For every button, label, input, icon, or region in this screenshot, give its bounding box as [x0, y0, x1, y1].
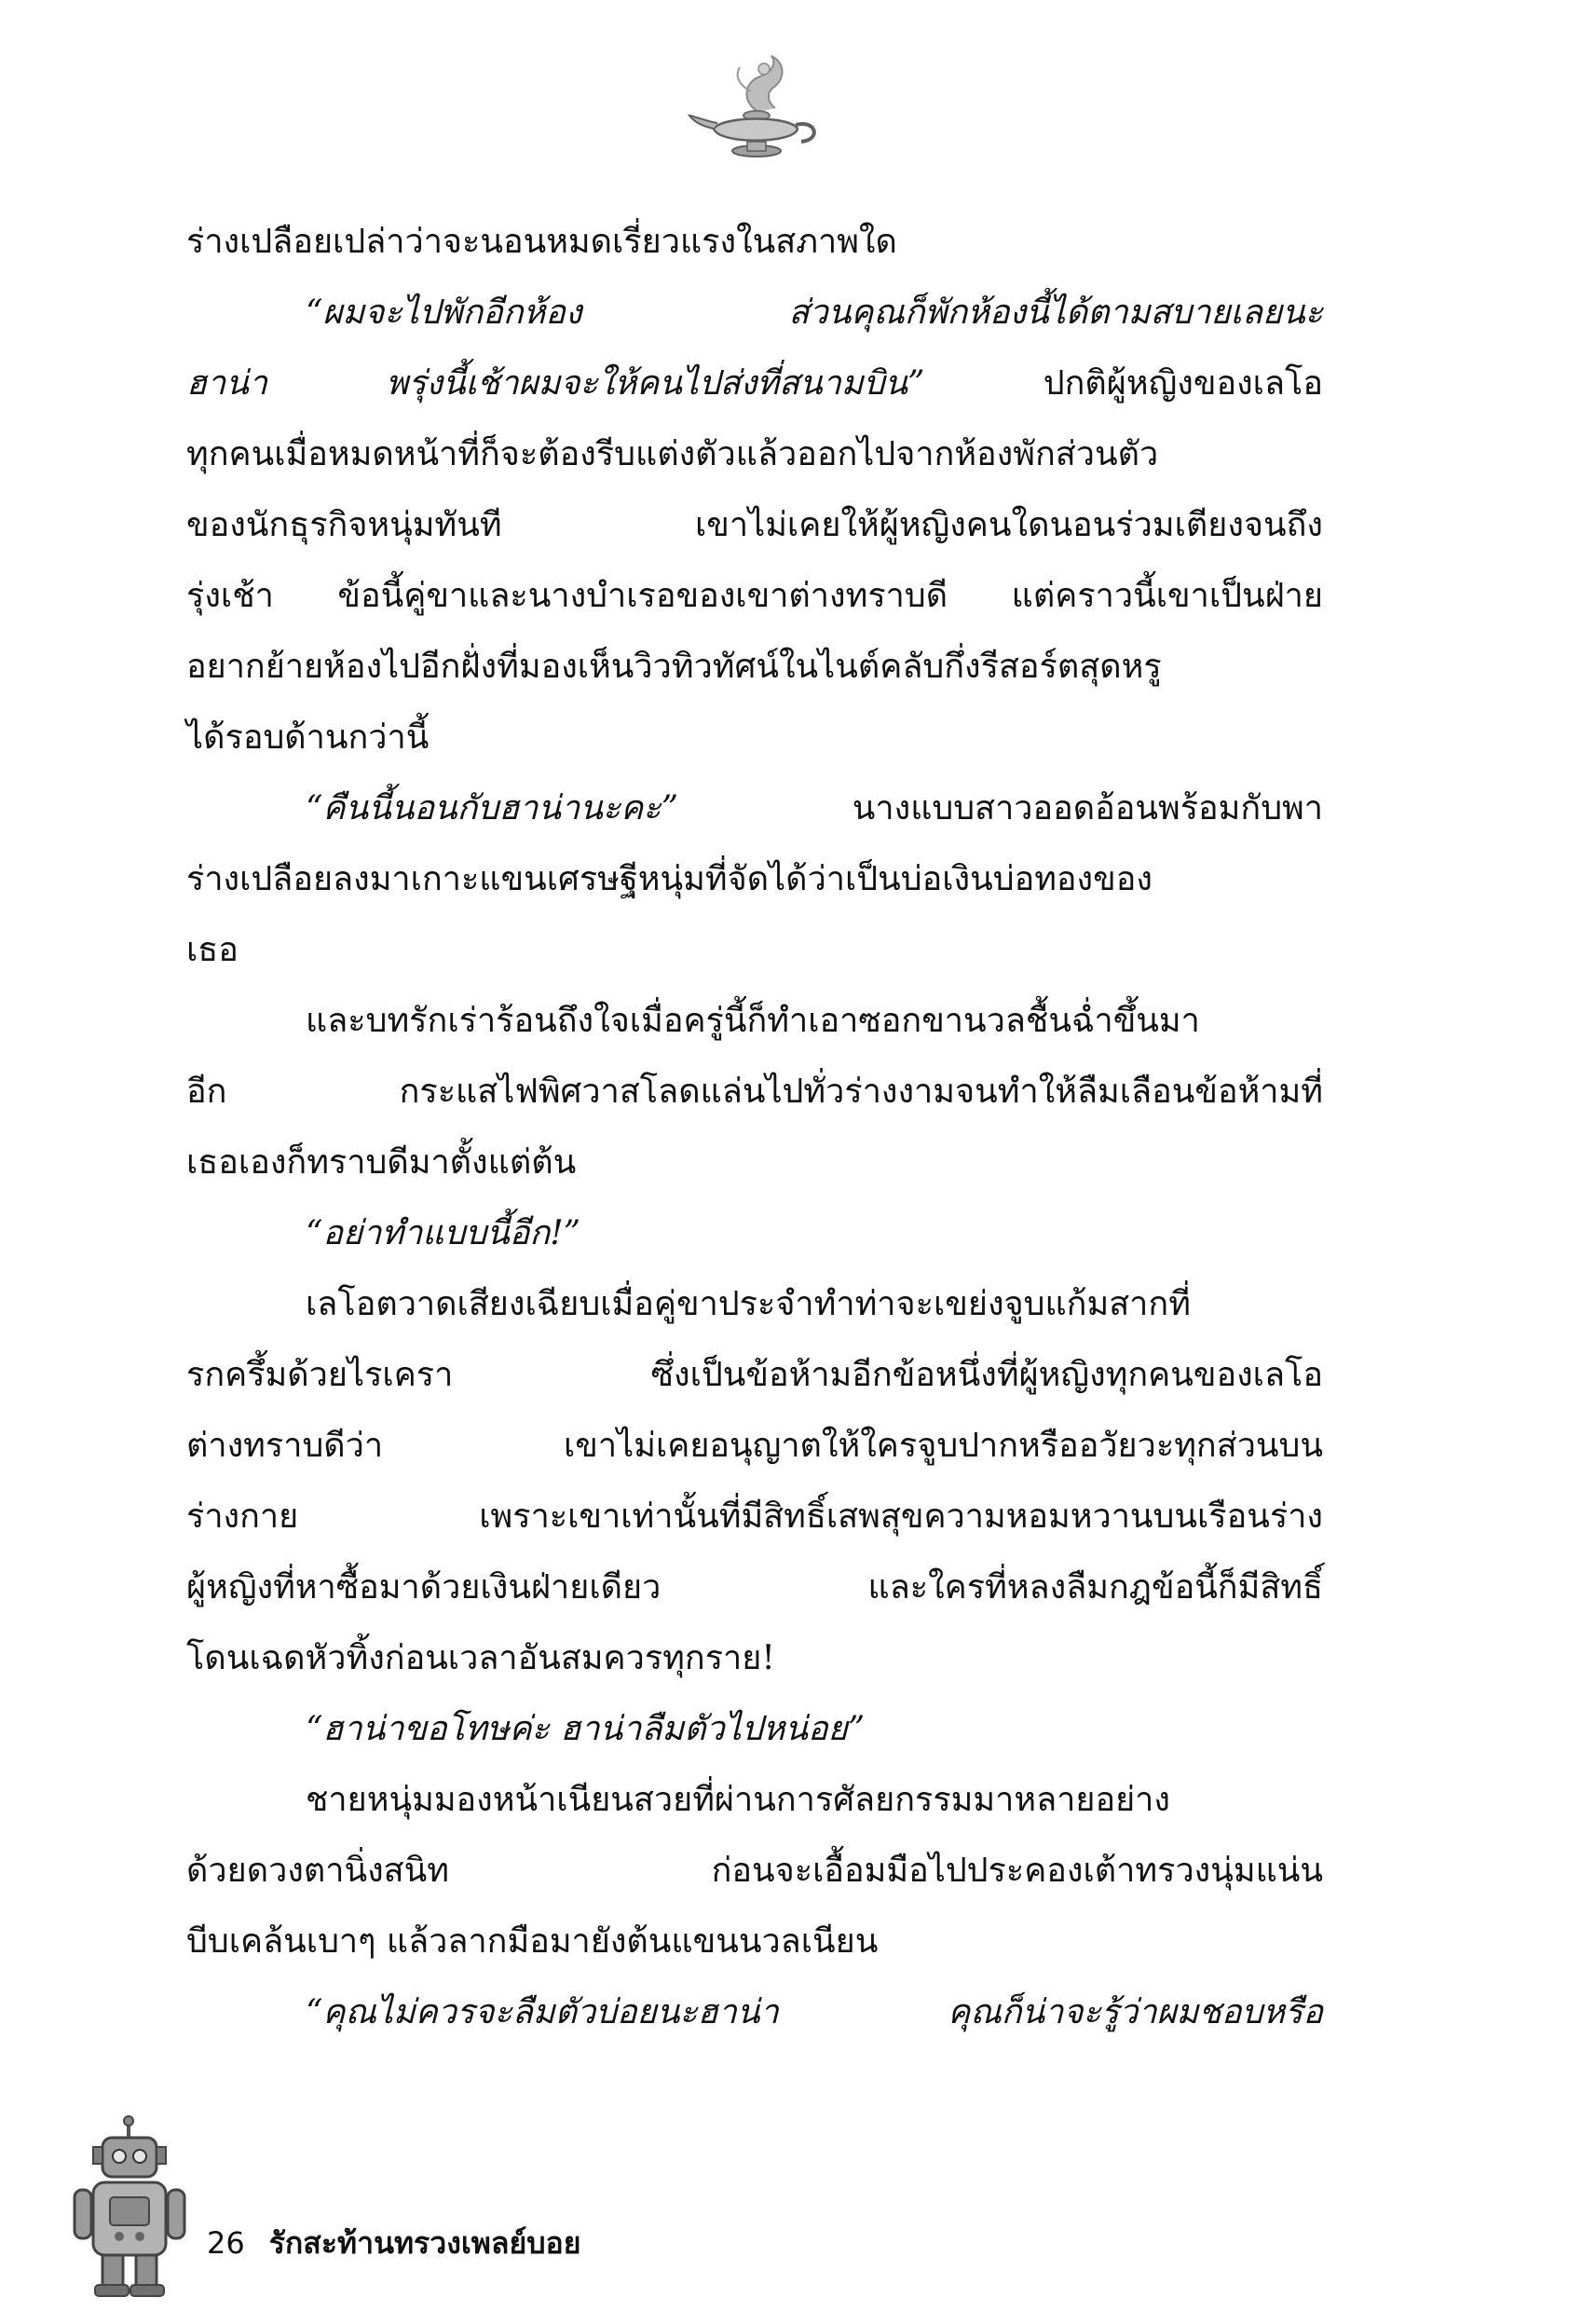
text-line: ทุกคนเมื่อหมดหน้าที่ก็จะต้องรีบแต่งตัวแล้วออกไปจากห้องพักส่วนตัว — [186, 435, 1159, 473]
text-line: รุ่งเช้า ข้อนี้คู่ขาและนางบำเรอของเขาต่างทราบดี แต่คราวนี้เขาเป็นฝ่าย — [186, 577, 1323, 615]
text-line: รกครึ้มด้วยไรเครา ซึ่งเป็นข้อห้ามอีกข้อหนึ่งที่ผู้หญิงทุกคนของเลโอ — [186, 1356, 1323, 1394]
text-line: ชายหนุ่มมองหน้าเนียนสวยที่ผ่านการศัลยกรรมมาหลายอย่าง — [306, 1781, 1170, 1819]
text-line: “คุณไม่ควรจะลืมตัวบ่อยนะฮาน่า คุณก็น่าจะรู้ว่าผมชอบหรือ — [306, 1993, 1323, 2031]
body-text — [186, 207, 1323, 2048]
text-line: ผู้หญิงที่หาซื้อมาด้วยเงินฝ่ายเดียว และใครที่หลงลืมกฎข้อนี้ก็มีสิทธิ์ — [186, 1568, 1323, 1607]
robot-icon — [69, 2115, 190, 2302]
text-line: โดนเฉดหัวทิ้งก่อนเวลาอันสมควรทุกราย! — [186, 1639, 775, 1677]
text-line: เธอ — [186, 931, 239, 969]
page-footer — [0, 2115, 1596, 2311]
text-line: “ฮาน่าขอโทษค่ะ ฮาน่าลืมตัวไปหน่อย” — [306, 1710, 866, 1748]
page-folio — [207, 2220, 580, 2267]
text-line: บีบเคล้นเบาๆ แล้วลากมือมายังต้นแขนนวลเนียน — [186, 1922, 879, 1961]
genie-lamp-icon — [686, 54, 825, 168]
text-line: ด้วยดวงตานิ่งสนิท ก่อนจะเอื้อมมือไปประคองเต้าทรวงนุ่มแน่น — [186, 1852, 1323, 1890]
text-line: ร่างเปลือยลงมาเกาะแขนเศรษฐีหนุ่มที่จัดได้ว่าเป็นบ่อเงินบ่อทองของ — [186, 860, 1153, 898]
page-number: 26 — [207, 2225, 245, 2261]
text-line: เลโอตวาดเสียงเฉียบเมื่อคู่ขาประจำทำท่าจะเขย่งจูบแก้มสากที่ — [306, 1285, 1191, 1323]
text-line: “อย่าทำแบบนี้อีก!” — [306, 1214, 581, 1252]
text-line: “คืนนี้นอนกับฮาน่านะคะ” นางแบบสาวออดอ้อนพร้อมกับพา — [306, 789, 1323, 827]
text-line: และบทรักเร่าร้อนถึงใจเมื่อครู่นี้ก็ทำเอาซอกขานวลชื้นฉ่ำขึ้นมา — [306, 1002, 1200, 1040]
text-line: ร่างกาย เพราะเขาเท่านั้นที่มีสิทธิ์เสพสุขความหอมหวานบนเรือนร่าง — [186, 1497, 1323, 1536]
text-line: “ผมจะไปพักอีกห้อง ส่วนคุณก็พักห้องนี้ได้ตามสบายเลยนะ — [306, 294, 1323, 332]
book-title: รักสะท้านทรวงเพลย์บอย — [268, 2225, 581, 2261]
text-line: อีก กระแสไฟพิศวาสโลดแล่นไปทั่วร่างงามจนทำให้ลืมเลือนข้อห้ามที่ — [186, 1073, 1323, 1111]
text-line: ของนักธุรกิจหนุ่มทันที เขาไม่เคยให้ผู้หญิงคนใดนอนร่วมเตียงจนถึง — [186, 506, 1323, 544]
text-line: อยากย้ายห้องไปอีกฝั่งที่มองเห็นวิวทิวทัศน์ในไนต์คลับกึ่งรีสอร์ตสุดหรู — [186, 648, 1162, 686]
text-line: ได้รอบด้านกว่านี้ — [186, 718, 430, 757]
text-line: ฮาน่า พรุ่งนี้เช้าผมจะให้คนไปส่งที่สนามบิน” ปกติผู้หญิงของเลโอ — [186, 364, 1323, 403]
text-line: ร่างเปลือยเปล่าว่าจะนอนหมดเรี่ยวแรงในสภาพใด — [186, 223, 897, 261]
text-line: ต่างทราบดีว่า เขาไม่เคยอนุญาตให้ใครจูบปากหรืออวัยวะทุกส่วนบน — [186, 1427, 1323, 1465]
text-line: เธอเองก็ทราบดีมาตั้งแต่ต้น — [186, 1143, 577, 1182]
